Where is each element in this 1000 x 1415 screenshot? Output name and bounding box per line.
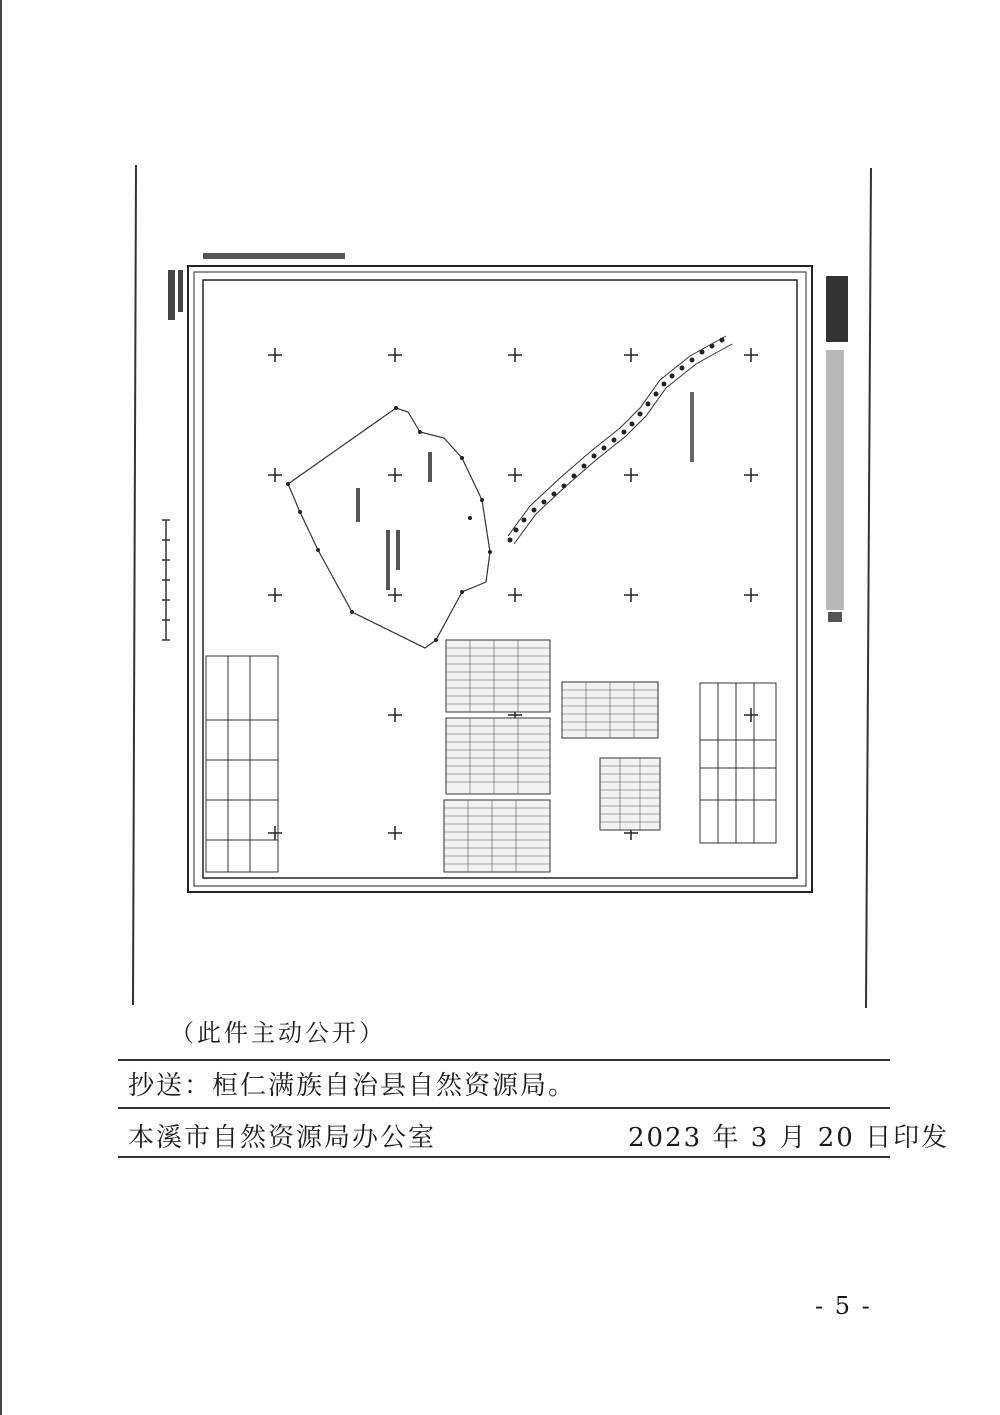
parcel-polygon [288,408,490,648]
middle-divider [118,1107,890,1109]
issue-date: 2023 年 3 月 20 日印发 [628,1123,950,1153]
land-stats-table [700,683,776,843]
public-disclosure-note: （此件主动公开） [170,1019,386,1047]
cc-recipients: 抄送：桓仁满族自治县自然资源局。 [128,1071,577,1101]
coordinate-tables [444,640,660,872]
page-number: - 5 - [815,1292,872,1320]
bottom-divider [118,1156,890,1158]
title-block [206,656,278,872]
issuing-office: 本溪市自然资源局办公室 [128,1123,437,1153]
top-divider [118,1059,890,1061]
scale-bar [162,520,170,640]
